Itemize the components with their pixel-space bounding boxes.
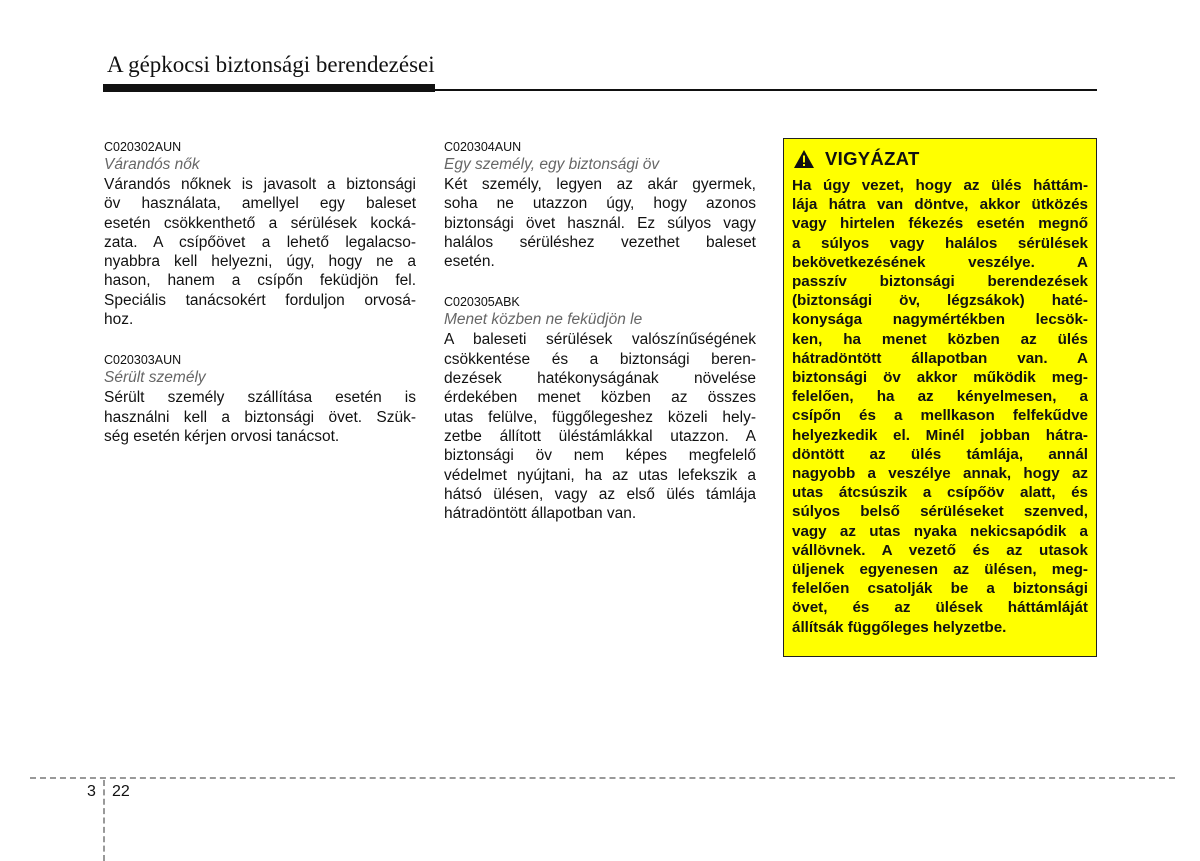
section-body bbox=[444, 330, 756, 523]
text-line: A baleseti sérülések valószínűségének bbox=[444, 331, 756, 349]
text-line: nyabbra kell helyezni, úgy, hogy ne a bbox=[104, 253, 416, 271]
warning-body bbox=[792, 176, 1088, 637]
text-line: ség esetén kérjen orvosi tanácsot. bbox=[104, 427, 340, 445]
warning-line: vállövnek. A vezető és az utasok bbox=[792, 541, 1088, 559]
text-line: esetén. bbox=[444, 253, 495, 271]
warning-title: VIGYÁZAT bbox=[825, 148, 920, 169]
warning-line: övet, és az ülések háttámláját bbox=[792, 599, 1088, 617]
section-injured-person bbox=[104, 352, 416, 446]
header-rule-thick bbox=[103, 84, 435, 92]
warning-line: a súlyos vagy halálos sérülések bbox=[792, 234, 1088, 252]
warning-line: ken, ha menet közben az ülés bbox=[792, 330, 1088, 348]
text-line: biztonsági övet használ. Ez súlyos vagy bbox=[444, 214, 756, 232]
section-one-person-one-belt bbox=[444, 139, 756, 271]
section-number: 3 bbox=[87, 783, 96, 800]
text-line: dezések hatékonyságának növelése bbox=[444, 370, 756, 388]
warning-header bbox=[792, 147, 1088, 171]
text-line: halálos sérüléshez vezethet baleset bbox=[444, 233, 756, 251]
warning-line: állítsák függőleges helyzetbe. bbox=[792, 618, 1007, 636]
text-line: utas felülve, függőlegeshez közeli hely- bbox=[444, 408, 756, 426]
section-code: C020303AUN bbox=[104, 353, 182, 368]
text-line: Speciális tanácsokért forduljon orvosá- bbox=[104, 291, 416, 309]
warning-line: bekövetkezésének veszélye. A bbox=[792, 253, 1088, 271]
text-line: soha ne utazzon úgy, hogy azonos bbox=[444, 195, 756, 213]
text-line: hátradöntött állapotban van. bbox=[444, 505, 637, 523]
warning-line: biztonsági öv akkor működik meg- bbox=[792, 369, 1088, 387]
warning-line: helyezkedik el. Minél jobban hátra- bbox=[792, 426, 1088, 444]
text-line: használni kell a biztonsági övet. Szük- bbox=[104, 408, 416, 426]
footer-vertical-divider bbox=[103, 780, 105, 861]
footer-divider bbox=[30, 777, 1175, 779]
warning-line: felelően, ha az kényelmesen, a bbox=[792, 388, 1088, 406]
warning-line: nagyobb a veszélye annak, hogy az bbox=[792, 465, 1088, 483]
warning-line: utas átcsúszik a csípőöv alatt, és bbox=[792, 484, 1088, 502]
section-heading: Menet közben ne feküdjön le bbox=[444, 311, 643, 329]
text-line: esetén csökkenthető a sérülések kocká- bbox=[104, 214, 416, 232]
warning-line: konysága nagymértékben lecsök- bbox=[792, 311, 1088, 329]
section-body bbox=[104, 388, 416, 446]
warning-line: súlyos belső sérüléseket szenved, bbox=[792, 503, 1088, 521]
warning-line: (biztonsági öv, légzsákok) haté- bbox=[792, 292, 1088, 310]
section-body bbox=[444, 175, 756, 271]
warning-line: döntött az ülés támlája, annál bbox=[792, 445, 1088, 463]
section-code: C020304AUN bbox=[444, 140, 522, 154]
text-line: zetbe állított üléstámlákkal utazzon. A bbox=[444, 427, 756, 445]
warning-line: lája hátra van döntve, akkor ütközés bbox=[792, 196, 1088, 214]
text-line: biztonsági öv nem képes megfelelő bbox=[444, 447, 756, 465]
warning-line: passzív biztonsági berendezések bbox=[792, 273, 1088, 291]
warning-line: üljenek egyenesen az ülésen, meg- bbox=[792, 561, 1088, 579]
page-title: A gépkocsi biztonsági berendezései bbox=[107, 52, 435, 77]
warning-line: vagy hirtelen fékezés esetén megnő bbox=[792, 215, 1088, 233]
text-line: hátsó ülésen, vagy az első ülés támlája bbox=[444, 485, 756, 503]
section-heading: Sérült személy bbox=[104, 369, 206, 387]
text-line: hason, hanem a csípőn feküdjön fel. bbox=[104, 272, 416, 290]
text-line: védelmet nyújtani, ha az utas lefekszik a bbox=[444, 466, 756, 484]
section-pregnant-women bbox=[104, 139, 416, 329]
text-line: zata. A csípőövet a lehető legalacso- bbox=[104, 233, 416, 251]
warning-line: vagy az utas nyaka nekicsapódik a bbox=[792, 522, 1088, 540]
warning-line: felelően csatolják be a biztonsági bbox=[792, 580, 1088, 598]
warning-box bbox=[783, 138, 1097, 657]
text-line: Két személy, legyen az akár gyermek, bbox=[444, 176, 756, 193]
text-line: hoz. bbox=[104, 311, 134, 329]
section-heading: Várandós nők bbox=[104, 156, 200, 173]
column-left bbox=[104, 139, 416, 446]
text-line: Sérült személy szállítása esetén is bbox=[104, 389, 416, 407]
text-line: öv használata, amellyel egy baleset bbox=[104, 195, 416, 213]
section-heading: Egy személy, egy biztonsági öv bbox=[444, 156, 660, 173]
warning-line: hátradöntött állapotban van. A bbox=[792, 349, 1088, 367]
warning-line: csípőn és a mellkason felfekűdve bbox=[792, 407, 1088, 425]
text-line: Várandós nőknek is javasolt a biztonsági bbox=[104, 176, 416, 193]
section-body bbox=[104, 175, 416, 329]
section-do-not-lie-down bbox=[444, 294, 756, 523]
column-middle bbox=[444, 139, 756, 523]
page-number: 22 bbox=[112, 783, 130, 800]
section-code: C020302AUN bbox=[104, 140, 182, 154]
warning-triangle-icon bbox=[793, 149, 815, 169]
warning-line: Ha úgy vezet, hogy az ülés háttám- bbox=[792, 177, 1088, 194]
text-line: csökkentése és a biztonsági beren- bbox=[444, 350, 756, 368]
section-code: C020305ABK bbox=[444, 295, 520, 310]
text-line: érdekében menet közben az összes bbox=[444, 389, 756, 407]
header-rule-thin bbox=[435, 89, 1097, 91]
